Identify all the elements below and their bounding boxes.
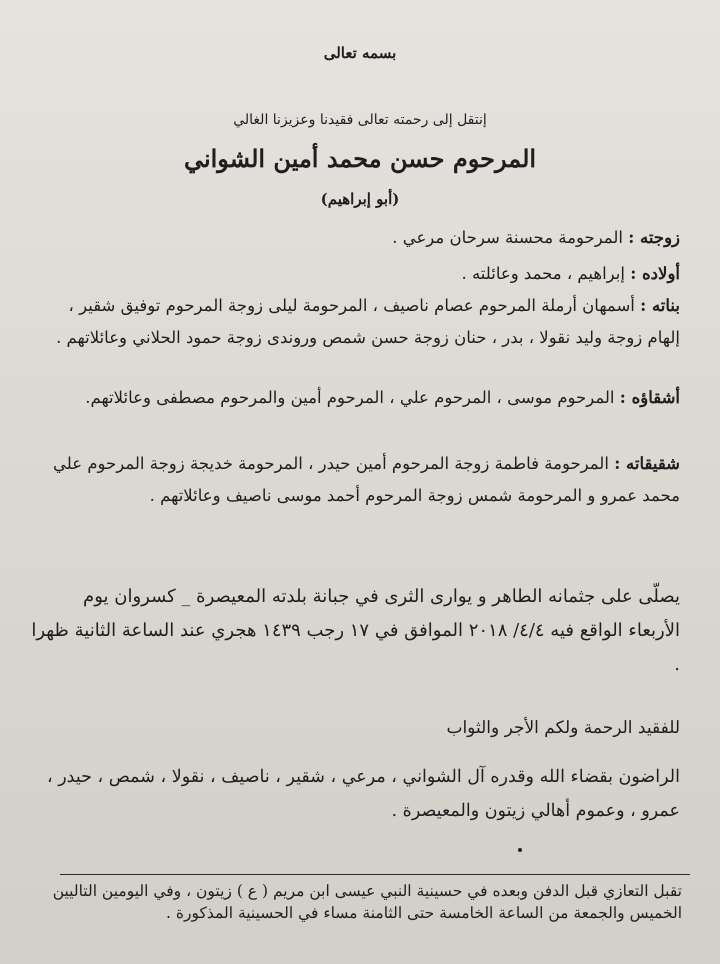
sisters-label: شقيقاته :: [614, 454, 680, 473]
children-value: إبراهيم ، محمد وعائلته .: [461, 264, 625, 283]
intro-line: إنتقل إلى رحمته تعالى فقيدنا وعزيزنا الغالي: [233, 112, 487, 128]
deceased-kunya: (أبو إبراهيم): [320, 190, 400, 208]
children-label: أولاده :: [630, 264, 680, 283]
stray-dot: [518, 848, 522, 852]
brothers-label: أشقاؤه :: [619, 388, 680, 407]
sisters-paragraph: [32, 448, 680, 512]
children-line: [461, 258, 680, 290]
basmala-heading: بسمه تعالى: [323, 44, 397, 62]
deceased-name: المرحوم حسن محمد أمين الشواني: [183, 144, 537, 173]
daughters-label: بناته :: [640, 296, 680, 315]
wife-value: المرحومة محسنة سرحان مرعي .: [392, 228, 623, 247]
wife-label: زوجته :: [628, 228, 680, 247]
mercy-line: للفقيد الرحمة ولكم الأجر والثواب: [446, 718, 680, 738]
wife-line: [392, 222, 680, 254]
daughters-paragraph: [32, 290, 680, 354]
mourners-paragraph: الراضون بقضاء الله وقدره آل الشواني ، مرعي ، شقير ، ناصيف ، نقولا ، شمص ، حيدر ، عمرو ، وعموم أهالي زيتون والمعيصرة .: [47, 767, 680, 821]
sisters-value: المرحومة فاطمة زوجة المرحوم أمين حيدر ، المرحومة خديجة زوجة المرحوم علي محمد عمرو و المرحومة شمس زوجة المرحوم أحمد موسى ناصيف وعائلاتهم .: [53, 454, 680, 505]
daughters-value: أسمهان أرملة المرحوم عصام ناصيف ، المرحومة ليلى زوجة المرحوم توفيق شقير ، إلهام زوجة وليد نقولا ، بدر ، حنان زوجة حسن شمص وروندى زوجة حمود الحلاني وعائلاتهم .: [56, 296, 680, 347]
condolence-note: تقبل التعازي قبل الدفن وبعده في حسينية النبي عيسى ابن مريم ( ع ) زيتون ، وفي اليومين التاليين الخميس والجمعة من الساعة الخامسة حتى الثامنة مساء في الحسينية المذكورة .: [52, 882, 682, 922]
divider-line: [60, 874, 690, 875]
brothers-value: المرحوم موسى ، المرحوم علي ، المرحوم أمين والمرحوم مصطفى وعائلاتهم.: [85, 388, 615, 407]
funeral-details: يصلّى على جثمانه الطاهر و يوارى الثرى في جبانة بلدته المعيصرة _ كسروان يوم الأربعاء الواقع فيه ٤/٤/ ٢٠١٨ الموافق في ١٧ رجب ١٤٣٩ هجري عند الساعة الثانية ظهرا .: [31, 586, 680, 675]
brothers-paragraph: [32, 382, 680, 414]
